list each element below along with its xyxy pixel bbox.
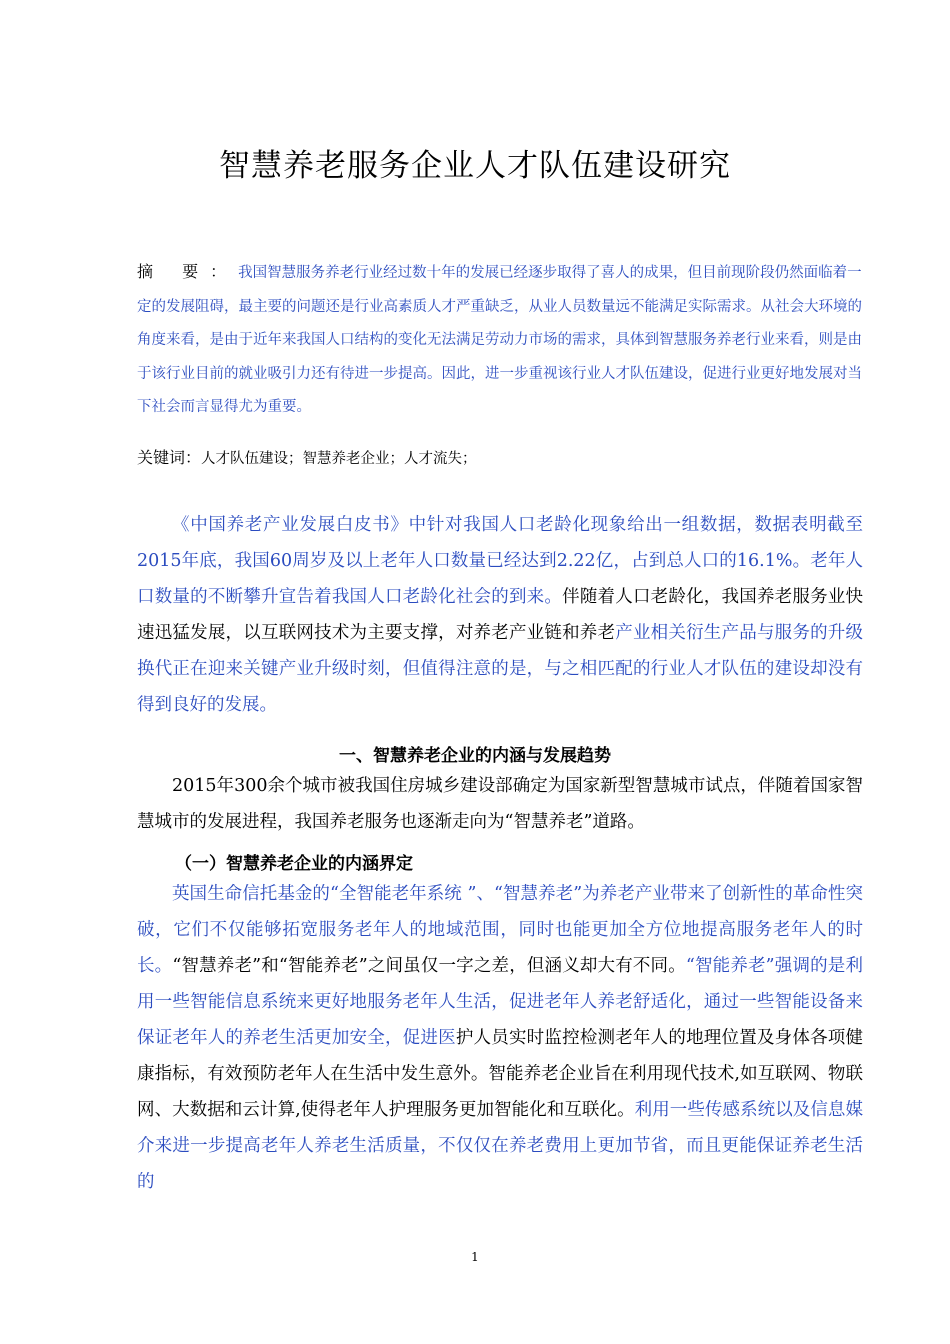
section-heading-1: 一、智慧养老企业的内涵与发展趋势: [339, 746, 611, 766]
section1-paragraph: 2015年300余个城市被我国住房城乡建设部确定为国家新型智慧城市试点，伴随着国家智慧城市的发展进程，我国养老服务也逐渐走向为“智慧养老”道路。: [137, 776, 863, 832]
sub-text-3: “智能养老”强调的是利用一些智能信息系统来更好地服务老年人生活，促进老年人养老舒适化，通过一些智能设备来保证老年人的养老生活更加安全，促进医: [137, 956, 863, 1048]
keywords: [137, 443, 867, 474]
abstract-text: 我国智慧服务养老行业经过数十年的发展已经逐步取得了喜人的成果，但目前现阶段仍然面临着一定的发展阻碍，最主要的问题还是行业高素质人才严重缺乏，从业人员数量远不能满足实际需求。从社会大环境的角度来看，是由于近年来我国人口结构的变化无法满足劳动力市场的需求，具体到智慧服务养老行业来看，则是由于该行业目前的就业吸引力还有待进一步提高。因此，进一步重视该行业人才队伍建设，促进行业更好地发展对当下社会而言显得尤为重要。: [137, 265, 862, 415]
abstract: [137, 255, 867, 425]
intro-text-2: 伴随着人口老龄化，我国养老服务业快速迅猛发展，以互联网技术为主要支撑，对养老产业链和养老: [137, 587, 864, 643]
subsection-heading-1: （一）智慧养老企业的内涵界定: [175, 854, 413, 874]
keywords-label: 关键词：: [137, 448, 202, 467]
keywords-text: 人才队伍建设；智慧养老企业；人才流失；: [201, 451, 477, 467]
sub-text-1: 英国生命信托基金的“全智能老年系统 ”、“智慧养老”为养老产业带来了创新性的革命性突破，它们不仅能够拓宽服务老年人的地域范围，同时也能更加全方位地提高服务老年人的时长。: [137, 884, 863, 976]
sub-text-2: “智慧养老”和“智能养老”之间虽仅一字之差，但涵义却大有不同。: [172, 956, 686, 976]
intro-text-1: 《中国养老产业发展白皮书》中针对我国人口老龄化现象给出一组数据，数据表明截至2015年底，我国60周岁及以上老年人口数量已经达到2.22亿，占到总人口的16.1%。老年人口数量的不断攀升宣告着我国人口老龄化社会的到来。: [137, 515, 863, 607]
intro-text-3: 产业相关衍生产品与服务的升级换代正在迎来关键产业升级时刻，但值得注意的是，与之相匹配的行业人才队伍的建设却没有得到良好的发展。: [137, 623, 864, 715]
sub-text-5: 利用一些传感系统以及信息媒介来进一步提高老年人养老生活质量，不仅仅在养老费用上更加节省，而且更能保证养老生活的: [137, 1100, 863, 1192]
page-number: 1: [471, 1250, 479, 1264]
intro-paragraph: [137, 507, 863, 723]
abstract-label: 摘 要：: [137, 262, 239, 281]
sub-text-4: 护人员实时监控检测老年人的地理位置及身体各项健康指标，有效预防老年人在生活中发生意外。智能养老企业旨在利用现代技术,如互联网、物联网、大数据和云计算,使得老年人护理服务更加智能化和互联化。: [137, 1028, 864, 1120]
document-title: 智慧养老服务企业人才队伍建设研究: [219, 148, 731, 184]
subsection1-paragraph: [137, 876, 863, 1200]
